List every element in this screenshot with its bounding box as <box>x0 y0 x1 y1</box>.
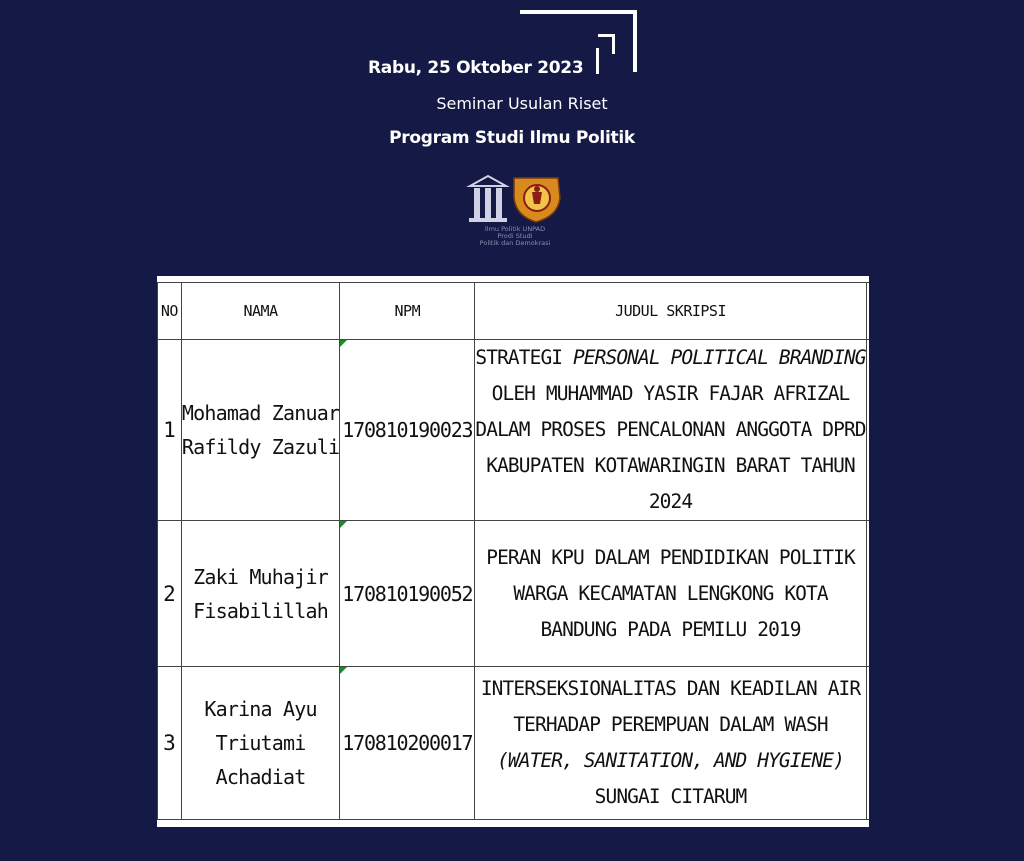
column-spacer <box>866 340 869 521</box>
thesis-title-line: WARGA KECAMATAN LENGKONG KOTA <box>513 581 828 605</box>
table-row <box>158 667 870 820</box>
decor-line-short <box>596 48 599 74</box>
program-name: Program Studi Ilmu Politik <box>389 128 635 148</box>
student-name-line: Achadiat <box>215 765 306 789</box>
thesis-title <box>475 340 866 521</box>
npm-value: 170810190023 <box>342 418 473 442</box>
thesis-title <box>475 521 866 667</box>
column-spacer <box>866 283 869 340</box>
student-name-line: Mohamad Zanuar <box>181 401 340 425</box>
logo-caption-line: Politik dan Demokrasi <box>479 239 551 247</box>
thesis-title-line: KABUPATEN KOTAWARINGIN BARAT TAHUN <box>486 454 855 477</box>
event-title: Seminar Usulan Riset <box>436 94 608 113</box>
student-name-line: Karina Ayu <box>204 697 317 721</box>
column-header-judul: JUDUL SKRIPSI <box>475 283 866 340</box>
decor-line-inner-right <box>612 34 615 54</box>
event-date: Rabu, 25 Oktober 2023 <box>368 58 584 78</box>
table-row <box>158 340 870 521</box>
student-npm <box>340 340 475 521</box>
thesis-title <box>475 667 866 820</box>
cell-comment-marker-icon <box>340 340 347 347</box>
thesis-title-line: TERHADAP PEREMPUAN DALAM WASH <box>513 713 828 736</box>
logo-caption-line: Prodi Studi <box>497 232 533 240</box>
student-name <box>181 340 339 521</box>
column-header-no: NO <box>158 283 182 340</box>
thesis-title-line: PERAN KPU DALAM PENDIDIKAN POLITIK <box>486 545 855 569</box>
thesis-title-line: STRATEGI PERSONAL POLITICAL BRANDING <box>475 346 866 369</box>
cell-comment-marker-icon <box>340 521 347 528</box>
thesis-title-line: BANDUNG PADA PEMILU 2019 <box>540 617 801 641</box>
student-name-line: Rafildy Zazuli <box>181 435 340 459</box>
student-npm <box>340 521 475 667</box>
logo-caption <box>460 226 570 247</box>
thesis-title-line: 2024 <box>648 490 693 513</box>
column-header-npm: NPM <box>340 283 475 340</box>
thesis-title-line: INTERSEKSIONALITAS DAN KEADILAN AIR <box>480 677 861 700</box>
student-name-line: Fisabilillah <box>193 598 329 623</box>
thesis-title-line: OLEH MUHAMMAD YASIR FAJAR AFRIZAL <box>491 382 850 405</box>
decor-line-top <box>520 10 637 14</box>
student-name <box>181 521 339 667</box>
student-npm <box>340 667 475 820</box>
student-name-line: Triutami <box>215 731 306 755</box>
column-spacer <box>866 667 869 820</box>
column-spacer <box>866 521 869 667</box>
thesis-title-line: (WATER, SANITATION, AND HYGIENE) <box>497 749 844 772</box>
decor-line-right <box>633 10 637 72</box>
cell-comment-marker-icon <box>340 667 347 674</box>
npm-value: 170810200017 <box>342 731 473 755</box>
row-number: 2 <box>158 521 182 667</box>
schedule-table <box>157 282 869 820</box>
student-name <box>181 667 339 820</box>
table-row <box>158 521 870 667</box>
thesis-title-line: SUNGAI CITARUM <box>594 785 747 808</box>
column-header-nama: NAMA <box>181 283 339 340</box>
npm-value: 170810190052 <box>342 581 473 606</box>
schedule-sheet <box>157 276 869 827</box>
thesis-title-line: DALAM PROSES PENCALONAN ANGGOTA DPRD <box>475 418 866 441</box>
table-header-row <box>158 283 870 340</box>
unpad-logo-icon <box>462 172 566 224</box>
row-number: 3 <box>158 667 182 820</box>
logo-caption-line: Ilmu Politik UNPAD <box>484 225 546 233</box>
student-name-line: Zaki Muhajir <box>193 564 329 589</box>
row-number: 1 <box>158 340 182 521</box>
